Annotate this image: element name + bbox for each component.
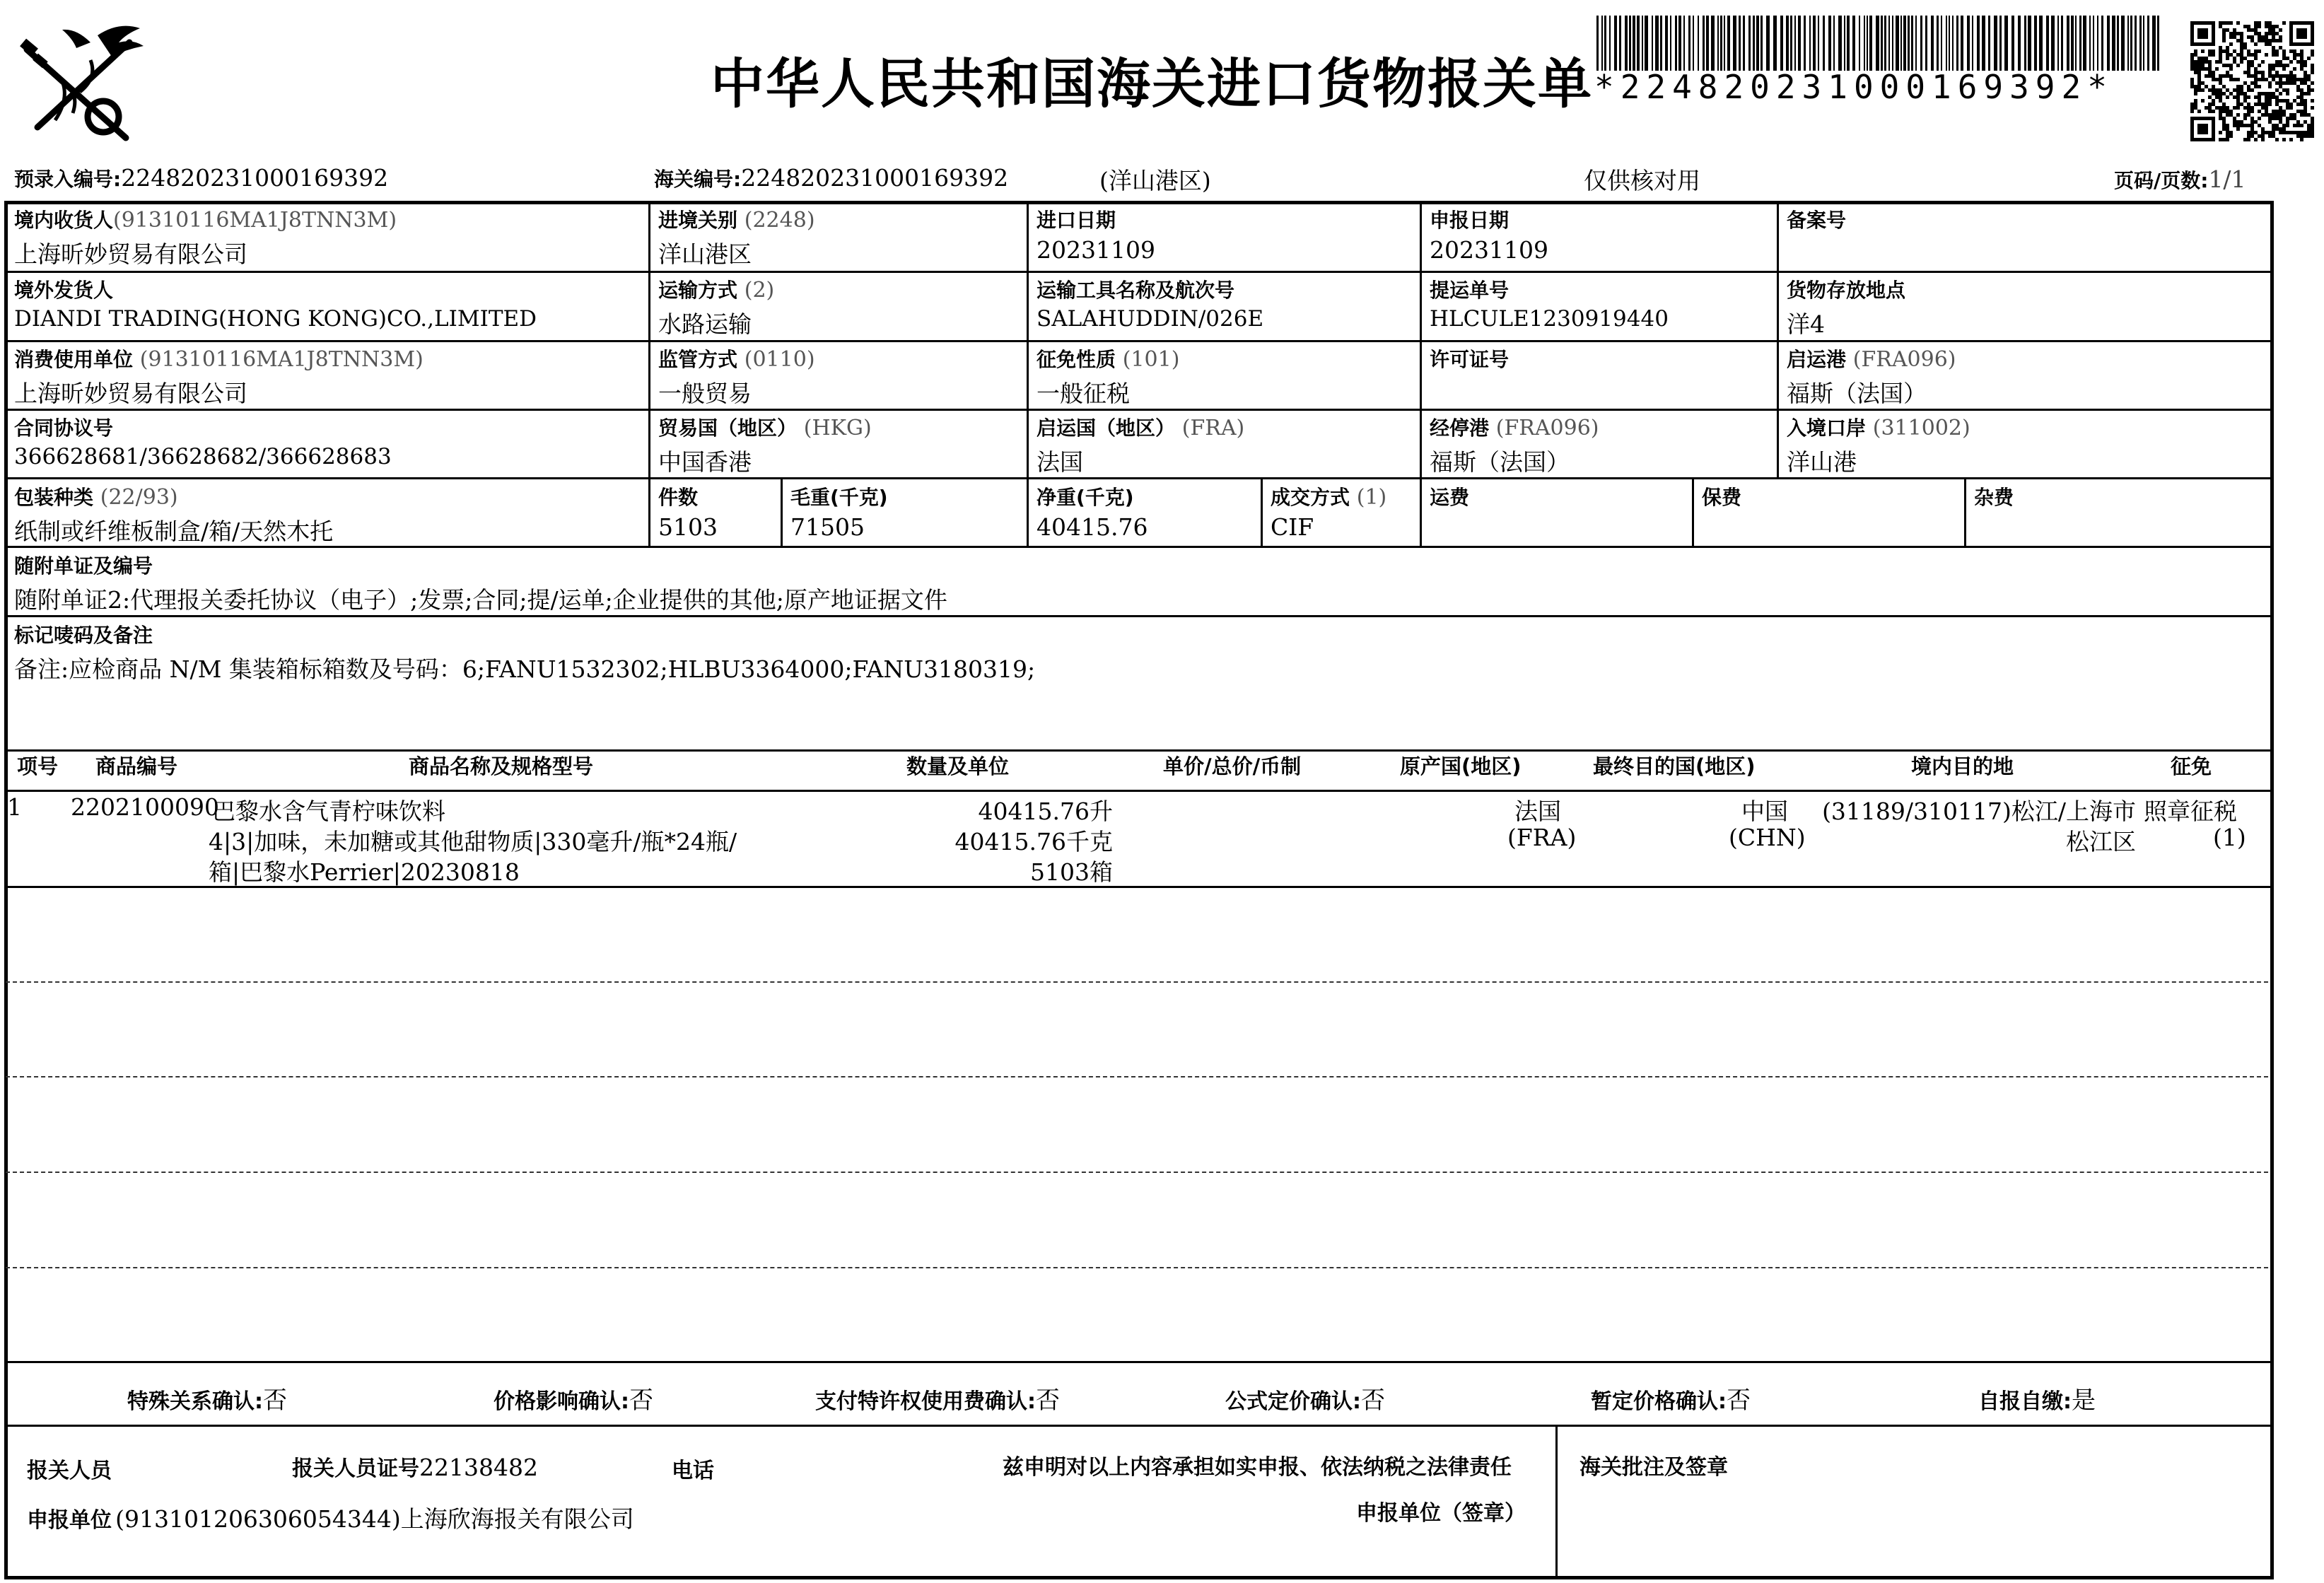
attached-docs-value: 随附单证2:代理报关委托协议（电子）;发票;合同;提/运单;企业提供的其他;原产地证据文件 — [14, 586, 947, 614]
goods-origin-code: (FRA) — [1507, 824, 1577, 851]
transport-mode-value: 水路运输 — [658, 310, 752, 338]
legal-statement: 兹申明对以上内容承担如实申报、依法纳税之法律责任 — [1003, 1455, 1512, 1480]
goods-qty-line: 5103箱 — [1030, 858, 1113, 886]
package-type-cell: 包装种类 (22/93) 纸制或纤维板制盒/箱/天然木托 — [14, 485, 334, 545]
overseas-shipper-value: DIANDI TRADING(HONG KONG)CO.,LIMITED — [14, 306, 537, 332]
customs-approval-label: 海关批注及签章 — [1579, 1455, 1728, 1480]
net-weight-cell: 净重(千克) 40415.76 — [1037, 486, 1148, 541]
storage-value: 洋4 — [1787, 310, 1825, 338]
bill-no-value: HLCULE1230919440 — [1430, 306, 1669, 332]
qr-code-image — [2190, 21, 2314, 141]
self-pay-confirm: 自报自缴:是 — [1978, 1386, 2096, 1415]
goods-origin: 法国 — [1514, 798, 1561, 825]
goods-hs-code: 2202100090 — [71, 793, 219, 821]
col-hs-code: 商品编号 — [95, 754, 178, 778]
insurance-cell: 保费 — [1702, 486, 1742, 509]
contract-cell: 合同协议号 366628681/36628682/366628683 — [14, 416, 392, 469]
seal-label: 申报单位（签章） — [1356, 1501, 1526, 1526]
levy-value: 一般征税 — [1037, 380, 1130, 407]
price-impact-confirm: 价格影响确认:否 — [494, 1386, 653, 1415]
goods-item-no: 1 — [7, 793, 22, 821]
marks-value: 备注:应检商品 N/M 集装箱标箱数及号码：6;FANU1532302;HLBU3364000;FANU3180319; — [14, 655, 1036, 683]
supervision-cell: 监管方式 (0110) 一般贸易 — [658, 347, 815, 407]
col-goods-name: 商品名称及规格型号 — [409, 754, 594, 778]
goods-qty-line: 40415.76千克 — [954, 828, 1113, 855]
declarant-cert: 报关人员证号22138482 — [292, 1454, 538, 1481]
storage-cell: 货物存放地点 洋4 — [1787, 279, 1906, 338]
entry-customs-value: 洋山港区 — [658, 240, 752, 268]
record-no-cell: 备案号 — [1787, 209, 1847, 232]
customs-emblem-logo — [13, 21, 147, 148]
form-title: 中华人民共和国海关进口货物报关单 — [711, 52, 1593, 115]
col-price: 单价/总价/币制 — [1163, 754, 1302, 778]
goods-name-line: 巴黎水含气青柠味饮料 — [212, 798, 445, 825]
departure-port-value: 福斯（法国） — [1787, 380, 1927, 407]
entry-port-value: 洋山港 — [1787, 448, 1857, 476]
declare-date-cell: 申报日期 20231109 — [1430, 209, 1548, 264]
port-area: (洋山港区) — [1099, 167, 1211, 194]
entry-customs-cell: 进境关别 (2248) 洋山港区 — [658, 208, 815, 268]
bill-no-cell: 提运单号 HLCULE1230919440 — [1430, 279, 1669, 332]
attached-docs-cell: 随附单证及编号 随附单证2:代理报关委托协议（电子）;发票;合同;提/运单;企业提供的其他;原产地证据文件 — [14, 554, 947, 614]
origin-country-cell: 启运国（地区） (FRA) 法国 — [1037, 416, 1245, 476]
goods-final-dest: 中国 — [1741, 798, 1788, 825]
goods-domestic-dest: (31189/310117)松江/上海市 — [1822, 798, 2136, 825]
net-weight-value: 40415.76 — [1037, 513, 1148, 541]
license-cell: 许可证号 — [1430, 348, 1510, 371]
col-item: 项号 — [17, 754, 59, 778]
consignee-cell: 境内收货人(91310116MA1J8TNN3M) 上海昕妙贸易有限公司 — [14, 208, 397, 268]
package-type-value: 纸制或纤维板制盒/箱/天然木托 — [14, 518, 334, 545]
overseas-shipper-cell: 境外发货人 DIANDI TRADING(HONG KONG)CO.,LIMITED — [14, 279, 537, 332]
special-relation-confirm: 特殊关系确认:否 — [127, 1386, 287, 1415]
levy-cell: 征免性质 (101) 一般征税 — [1037, 347, 1180, 407]
consumer-value: 上海昕妙贸易有限公司 — [14, 380, 247, 407]
deal-mode-value: CIF — [1271, 513, 1314, 541]
misc-fee-cell: 杂费 — [1974, 486, 2014, 509]
col-domestic-dest: 境内目的地 — [1911, 754, 2014, 778]
transit-port-cell: 经停港 (FRA096) 福斯（法国） — [1430, 416, 1599, 476]
barcode-text: *224820231000169392* — [1594, 68, 2113, 106]
col-origin: 原产国(地区) — [1400, 754, 1522, 778]
origin-country-value: 法国 — [1037, 448, 1083, 476]
vessel-value: SALAHUDDIN/026E — [1037, 306, 1264, 332]
declare-unit: 申报单位 (913101206306054344)上海欣海报关有限公司 — [27, 1505, 634, 1533]
import-date-value: 20231109 — [1037, 236, 1155, 264]
formula-price-confirm: 公式定价确认:否 — [1225, 1386, 1385, 1415]
royalty-confirm: 支付特许权使用费确认:否 — [815, 1386, 1060, 1415]
customs-number: 海关编号:224820231000169392 — [654, 164, 1009, 192]
declare-date-value: 20231109 — [1430, 236, 1548, 264]
goods-name-line: 箱|巴黎水Perrier|20230818 — [209, 858, 520, 886]
goods-final-dest-code: (CHN) — [1729, 824, 1806, 851]
freight-cell: 运费 — [1430, 486, 1470, 509]
departure-port-cell: 启运港 (FRA096) 福斯（法国） — [1787, 347, 1956, 407]
goods-levy-code: (1) — [2213, 824, 2246, 851]
pre-entry-number: 预录入编号:224820231000169392 — [14, 164, 389, 192]
deal-mode-cell: 成交方式 (1) CIF — [1271, 485, 1387, 541]
barcode-image — [1596, 16, 2162, 72]
goods-qty-line: 40415.76升 — [978, 798, 1113, 825]
trade-country-value: 中国香港 — [658, 448, 752, 476]
consignee-value: 上海昕妙贸易有限公司 — [14, 240, 247, 268]
entry-port-cell: 入境口岸 (311002) 洋山港 — [1787, 416, 1970, 476]
declarant-label: 报关人员 — [27, 1459, 112, 1483]
col-levy: 征免 — [2171, 754, 2212, 778]
transit-port-value: 福斯（法国） — [1430, 448, 1570, 476]
goods-name-line: 4|3|加味，未加糖或其他甜物质|330毫升/瓶*24瓶/ — [209, 828, 737, 855]
page-indicator: 页码/页数:1/1 — [2114, 165, 2246, 193]
col-final-dest: 最终目的国(地区) — [1593, 754, 1756, 778]
gross-weight-value: 71505 — [790, 513, 865, 541]
contract-value: 366628681/36628682/366628683 — [14, 444, 392, 469]
phone-label: 电话 — [672, 1459, 714, 1483]
for-check-notice: 仅供核对用 — [1584, 167, 1700, 194]
pieces-cell: 件数 5103 — [658, 486, 718, 541]
vessel-cell: 运输工具名称及航次号 SALAHUDDIN/026E — [1037, 279, 1264, 332]
supervision-value: 一般贸易 — [658, 380, 752, 407]
consumer-cell: 消费使用单位 (91310116MA1J8TNN3M) 上海昕妙贸易有限公司 — [14, 347, 424, 407]
transport-mode-cell: 运输方式 (2) 水路运输 — [658, 278, 775, 338]
import-date-cell: 进口日期 20231109 — [1037, 209, 1155, 264]
gross-weight-cell: 毛重(千克) 71505 — [790, 486, 888, 541]
goods-levy: 照章征税 — [2144, 798, 2237, 825]
marks-cell: 标记唛码及备注 备注:应检商品 N/M 集装箱标箱数及号码：6;FANU1532302;HLBU3364000;FANU3180319; — [14, 624, 1036, 683]
col-quantity: 数量及单位 — [906, 754, 1010, 778]
provisional-price-confirm: 暂定价格确认:否 — [1591, 1386, 1751, 1415]
pieces-value: 5103 — [658, 513, 718, 541]
goods-domestic-dest: 松江区 — [2066, 828, 2136, 855]
trade-country-cell: 贸易国（地区） (HKG) 中国香港 — [658, 416, 872, 476]
